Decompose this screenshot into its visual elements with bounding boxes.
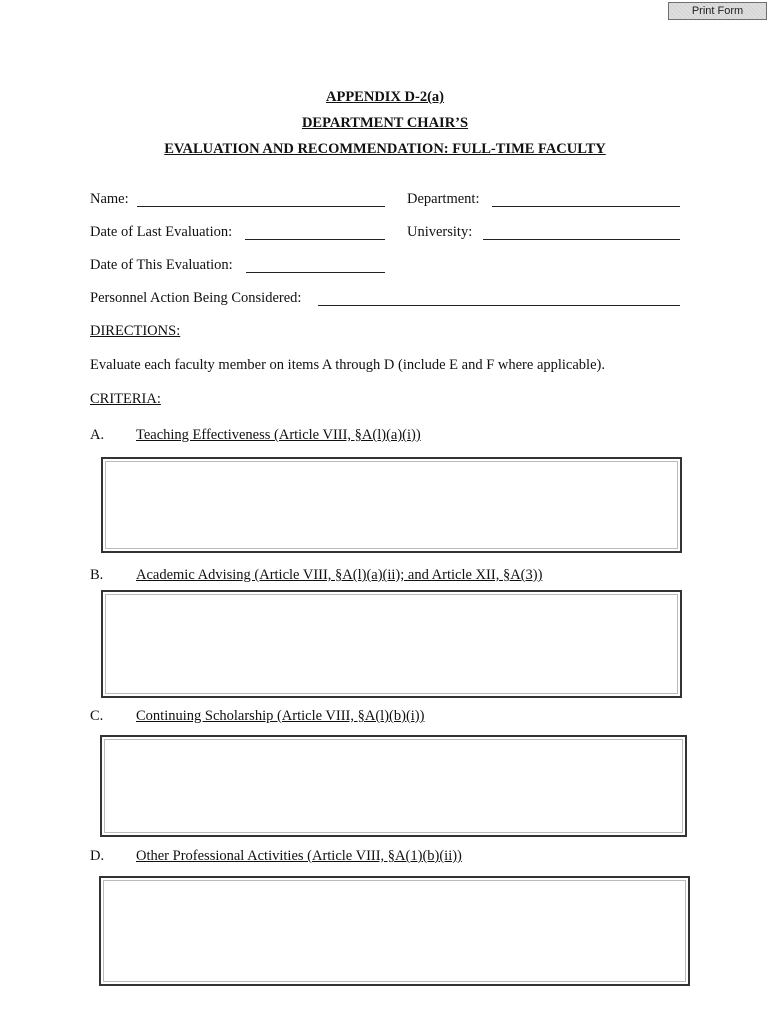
criterion-b-title: Academic Advising (Article VIII, §A(l)(a)(ii); and Article XII, §A(3)) [136, 567, 543, 583]
teaching-effectiveness-textarea[interactable] [101, 457, 682, 553]
criteria-heading: CRITERIA: [90, 391, 161, 407]
last-evaluation-label: Date of Last Evaluation: [90, 224, 233, 240]
last-evaluation-field[interactable] [245, 229, 385, 240]
this-evaluation-field[interactable] [246, 262, 385, 273]
university-field[interactable] [483, 229, 680, 240]
criterion-d-letter: D. [90, 848, 105, 864]
criterion-c-title: Continuing Scholarship (Article VIII, §A(l)(b)(i)) [136, 708, 425, 724]
criterion-b-letter: B. [90, 567, 104, 583]
print-form-button[interactable]: Print Form [668, 2, 767, 20]
name-field[interactable] [137, 196, 385, 207]
appendix-title: APPENDIX D-2(a) [326, 89, 444, 105]
criterion-c-letter: C. [90, 708, 104, 724]
criterion-d-title: Other Professional Activities (Article VIII, §A(1)(b)(ii)) [136, 848, 462, 864]
name-label: Name: [90, 191, 129, 207]
document-subtitle: DEPARTMENT CHAIR’S [301, 115, 469, 131]
this-evaluation-label: Date of This Evaluation: [90, 257, 233, 273]
department-label: Department: [407, 191, 480, 207]
academic-advising-textarea[interactable] [101, 590, 682, 698]
personnel-action-label: Personnel Action Being Considered: [90, 290, 302, 306]
personnel-action-field[interactable] [318, 295, 680, 306]
continuing-scholarship-textarea[interactable] [100, 735, 687, 837]
university-label: University: [407, 224, 473, 240]
criterion-a-title: Teaching Effectiveness (Article VIII, §A(l)(a)(i)) [136, 427, 421, 443]
department-field[interactable] [492, 196, 680, 207]
document-title: EVALUATION AND RECOMMENDATION: FULL-TIME FACULTY [164, 141, 606, 157]
criterion-a-letter: A. [90, 427, 105, 443]
directions-heading: DIRECTIONS: [90, 323, 181, 339]
directions-text: Evaluate each faculty member on items A through D (include E and F where applicable). [90, 357, 605, 373]
other-professional-activities-textarea[interactable] [99, 876, 690, 986]
